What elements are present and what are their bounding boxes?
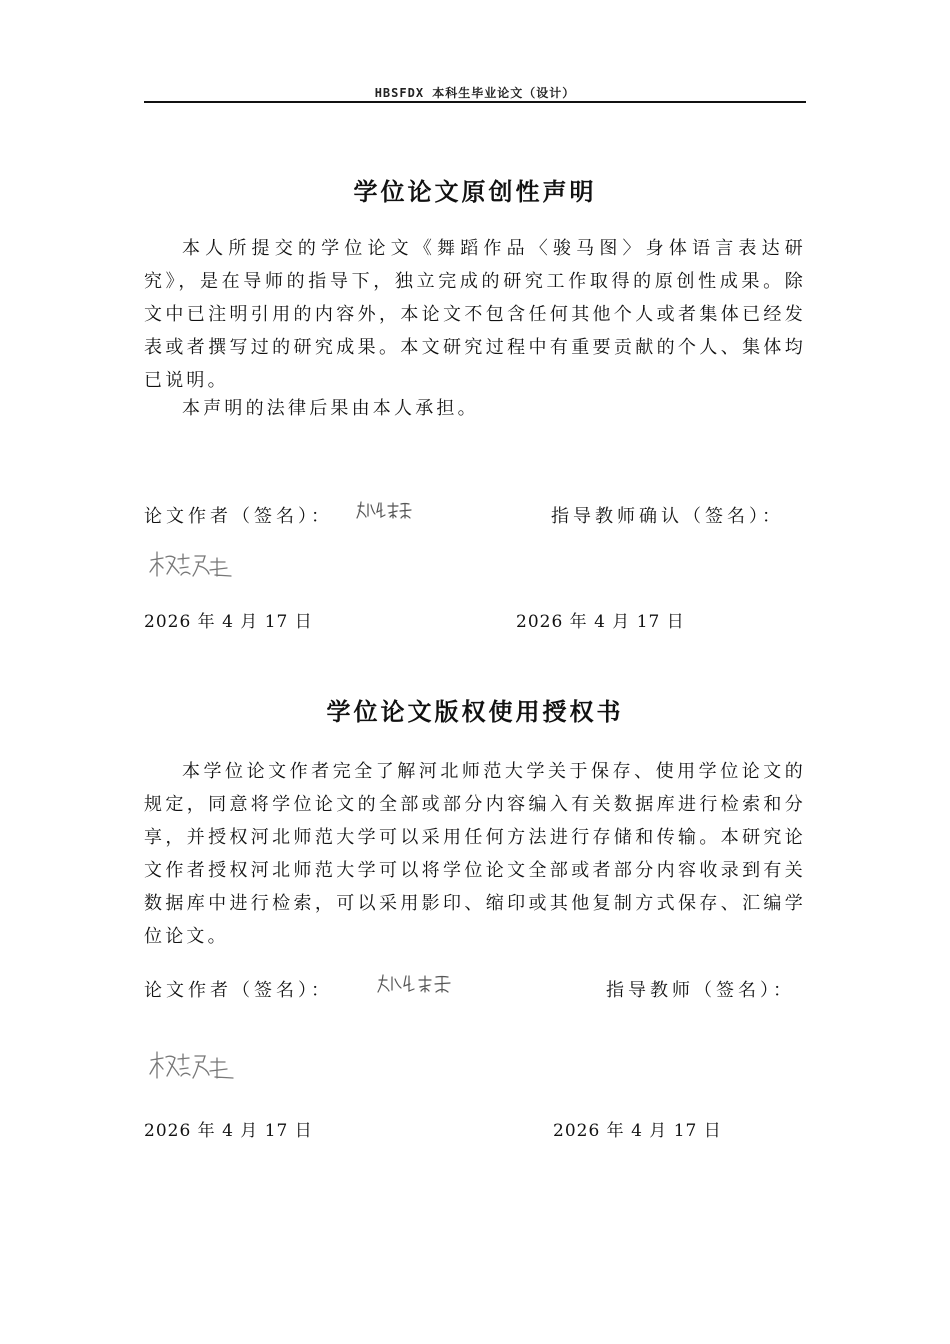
copyright-paragraph: 本学位论文作者完全了解河北师范大学关于保存、使用学位论文的规定，同意将学位论文的全部或部分内容编入有关数据库进行检索和分享，并授权河北师范大学可以采用任何方法进行存储和传输。本研究论文作者授权河北师范大学可以将学位论文全部或者部分内容收录到有关数据库中进行检索，可以采用影印、缩印或其他复制方式保存、汇编学位论文。	[144, 761, 806, 947]
copyright-title: 学位论文版权使用授权书	[326, 698, 624, 726]
author-signature-label: 论文作者（签名）：	[144, 506, 333, 527]
author-date: 2026 年 4 月 17 日	[144, 612, 313, 632]
originality-legal-note: 本声明的法律后果由本人承担。	[182, 398, 479, 419]
running-header: HBSFDX 本科生毕业论文（设计）	[374, 86, 576, 100]
copyright-author-label: 论文作者（签名）：	[144, 980, 333, 1001]
advisor-signature-image	[147, 548, 235, 580]
copyright-advisor-signature-image	[147, 1048, 237, 1082]
originality-paragraph: 本人所提交的学位论文《舞蹈作品〈骏马图〉身体语言表达研究》，是在导师的指导下，独立完成的研究工作取得的原创性成果。除文中已注明引用的内容外，本论文不包含任何其他个人或者集体已经发表或者撰写过的研究成果。本文研究过程中有重要贡献的个人、集体均已说明。	[144, 238, 806, 391]
author-signature-image	[355, 500, 417, 522]
copyright-author-signature-image	[376, 973, 462, 995]
originality-title: 学位论文原创性声明	[353, 178, 597, 206]
copyright-author-date: 2026 年 4 月 17 日	[144, 1121, 313, 1141]
copyright-advisor-label: 指导教师（签名）：	[606, 980, 795, 1001]
copyright-advisor-date: 2026 年 4 月 17 日	[553, 1121, 722, 1141]
advisor-confirm-label: 指导教师确认（签名）：	[551, 506, 784, 527]
advisor-date: 2026 年 4 月 17 日	[516, 612, 685, 632]
header-rule	[144, 101, 806, 103]
